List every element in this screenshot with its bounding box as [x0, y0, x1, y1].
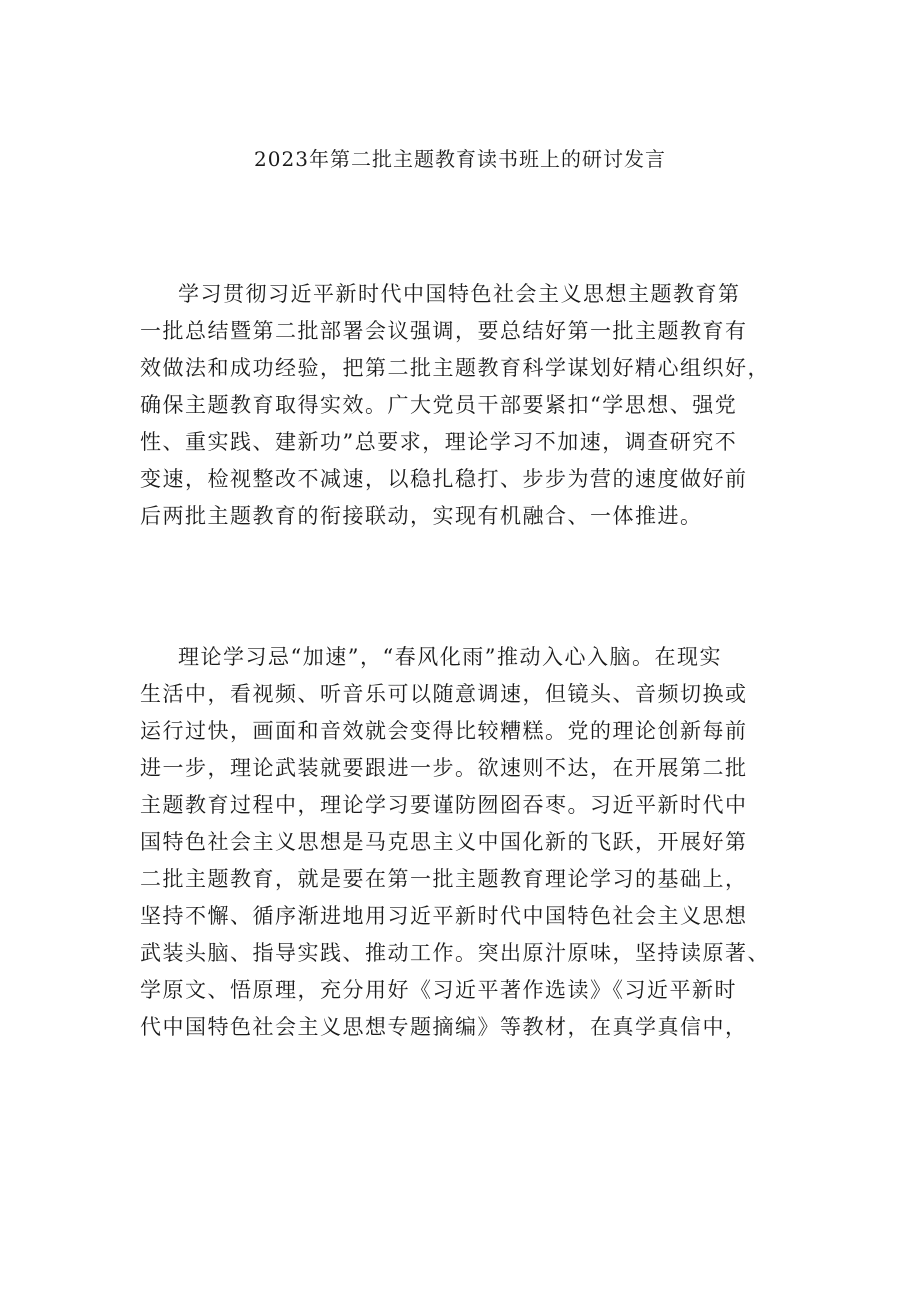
- paragraph-line: 后两批主题教育的衔接联动，实现有机融合、一体推进。: [140, 504, 703, 528]
- paragraph-line: 性、重实践、建新功”总要求，理论学习不加速，调查研究不: [140, 430, 738, 454]
- paragraph-line: 效做法和成功经验，把第二批主题教育科学谋划好精心组织好，: [140, 356, 770, 380]
- paragraph-line: 生活中，看视频、听音乐可以随意调速，但镜头、音频切换或: [140, 682, 748, 706]
- paragraph-text: [140, 276, 780, 535]
- paragraph-line: 武装头脑、指导实践、推动工作。突出原汁原味，坚持读原著、: [140, 941, 770, 965]
- paragraph-line: 代中国特色社会主义思想专题摘编》等教材，在真学真信中，: [140, 1015, 748, 1039]
- paragraph-line: 坚持不懈、循序渐进地用习近平新时代中国特色社会主义思想: [140, 904, 748, 928]
- paragraph-line: 学原文、悟原理，充分用好《习近平著作选读》《习近平新时: [140, 978, 737, 1002]
- paragraph-line: 运行过快，画面和音效就会变得比较糟糕。党的理论创新每前: [140, 719, 748, 743]
- paragraph-line: 主题教育过程中，理论学习要谨防囫囵吞枣。习近平新时代中: [140, 793, 748, 817]
- paragraph-line: 国特色社会主义思想是马克思主义中国化新的飞跃，开展好第: [140, 830, 748, 854]
- paragraph-line: 变速，检视整改不减速，以稳扎稳打、步步为营的速度做好前: [140, 467, 748, 491]
- paragraph-line: 确保主题教育取得实效。广大党员干部要紧扣“学思想、强党: [140, 393, 738, 417]
- paragraph-line: 一批总结暨第二批部署会议强调，要总结好第一批主题教育有: [140, 319, 748, 343]
- paragraph-line: 学习贯彻习近平新时代中国特色社会主义思想主题教育第: [178, 282, 741, 306]
- paragraph-line: 理论学习忌“加速”，“春风化雨”推动入心入脑。在现实: [178, 645, 722, 669]
- paragraph-line: 二批主题教育，就是要在第一批主题教育理论学习的基础上，: [140, 867, 748, 891]
- document-title: 2023年第二批主题教育读书班上的研讨发言: [254, 147, 666, 171]
- paragraph-2: [140, 639, 780, 1046]
- paragraph-1: [140, 276, 780, 535]
- paragraph-line: 进一步，理论武装就要跟进一步。欲速则不达，在开展第二批: [140, 756, 748, 780]
- paragraph-text: [140, 639, 780, 1046]
